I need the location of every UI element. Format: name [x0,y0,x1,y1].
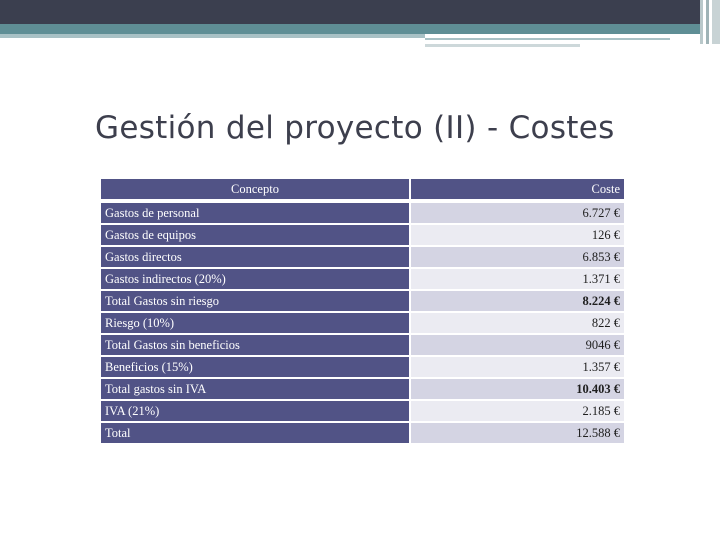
row-concept: Gastos indirectos (20%) [101,269,409,289]
table-row [101,401,624,421]
row-cost: 10.403 € [411,379,624,399]
row-concept: Gastos directos [101,247,409,267]
table-row [101,379,624,399]
row-cost: 1.371 € [411,269,624,289]
row-cost: 6.853 € [411,247,624,267]
table-row [101,357,624,377]
table-row [101,203,624,223]
top-accent-bar [0,24,700,34]
row-concept: Gastos de personal [101,203,409,223]
table-row [101,335,624,355]
top-thin-line [0,34,425,38]
row-concept: Gastos de equipos [101,225,409,245]
row-cost: 12.588 € [411,423,624,443]
table-row [101,291,624,311]
table-row [101,269,624,289]
row-cost: 6.727 € [411,203,624,223]
cost-table [99,177,626,445]
table-row [101,247,624,267]
row-cost: 9046 € [411,335,624,355]
row-concept: Beneficios (15%) [101,357,409,377]
row-concept: IVA (21%) [101,401,409,421]
row-concept: Total gastos sin IVA [101,379,409,399]
top-thin-line-2 [425,38,670,40]
table-header-row [101,179,624,201]
row-cost: 8.224 € [411,291,624,311]
slide-title: Gestión del proyecto (II) - Costes [95,110,615,146]
top-edge-decoration [700,0,720,44]
row-concept: Riesgo (10%) [101,313,409,333]
header-cost: Coste [411,179,624,201]
table-row [101,225,624,245]
row-concept: Total Gastos sin beneficios [101,335,409,355]
row-cost: 822 € [411,313,624,333]
row-concept: Total Gastos sin riesgo [101,291,409,311]
row-cost: 1.357 € [411,357,624,377]
header-concept: Concepto [101,179,409,201]
top-decorative-bar [0,0,700,24]
row-concept: Total [101,423,409,443]
top-thin-line-3 [425,44,580,47]
row-cost: 126 € [411,225,624,245]
row-cost: 2.185 € [411,401,624,421]
table-row [101,313,624,333]
table-row [101,423,624,443]
